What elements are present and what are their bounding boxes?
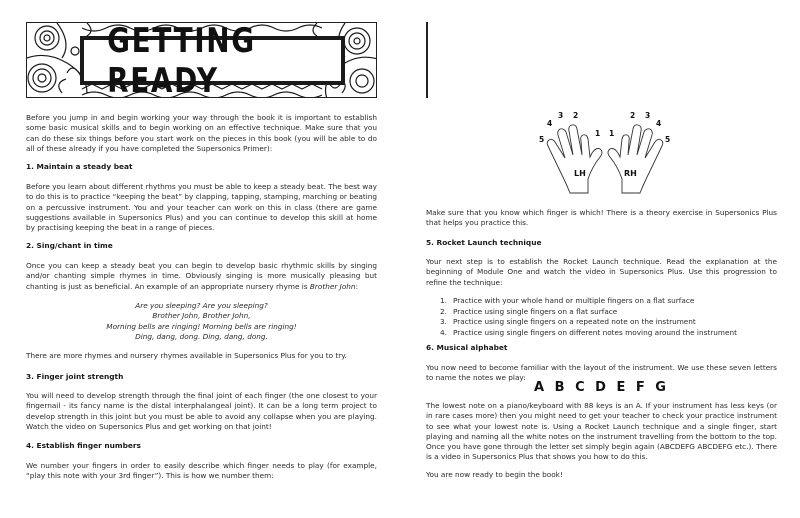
rh-finger-4: 4 — [656, 119, 662, 128]
section-3-heading: 3. Finger joint strength — [26, 372, 124, 381]
list-item — [440, 296, 777, 307]
section-2-paragraph — [26, 261, 377, 292]
section-6-text-2 — [426, 401, 777, 463]
rh-finger-2: 2 — [630, 111, 636, 120]
page-title: GETTING READY — [107, 22, 256, 98]
note-letters: A B C D E F G — [534, 380, 669, 395]
doodle-banner-left — [26, 22, 377, 98]
section-4-text — [26, 461, 377, 482]
poem — [26, 301, 377, 342]
section-5-text — [426, 257, 777, 288]
section-6-paragraph: You now need to become familiar with the layout of the instrument. We use these seven letters to name the notes we play: — [426, 363, 777, 383]
list-number: 1. — [440, 296, 447, 305]
section-6-heading: 6. Musical alphabet — [426, 343, 508, 352]
hands-illustration — [530, 105, 680, 205]
section-2-after — [26, 351, 377, 361]
section-1-text — [26, 182, 377, 233]
list-item — [440, 328, 777, 339]
list-number: 2. — [440, 306, 447, 316]
intro-text: Before you jump in and begin working your way through the book it is important to establish some basic musical skills and to begin working on an effective technique. Make sure that you can do these six things before you start work on the pieces in this book (you will be able to do all of these already if you have completed the Supersonics Primer): — [26, 113, 377, 153]
doodle-pattern-right — [427, 23, 428, 98]
list-text: Practice using single fingers on different notes moving around the instrument — [453, 327, 737, 337]
section-4-paragraph: We number your fingers in order to easily describe which finger needs to play (for example, “play this note with your 3rd finger”). This is how we number them: — [26, 461, 377, 481]
poem-line: Brother John, Brother John, — [152, 311, 251, 321]
section-2-heading: 2. Sing/chant in time — [26, 241, 113, 250]
closing-text — [426, 470, 777, 480]
poem-line: Ding, dang, dong. Ding, dang, dong. — [135, 331, 268, 341]
finger-paragraph: Make sure that you know which finger is which! There is a theory exercise in Supersonics Plus that helps you practice this. — [426, 208, 777, 228]
list-text: Practice with your whole hand or multiple fingers on a flat surface — [453, 296, 695, 305]
section-2-after-text: There are more rhymes and nursery rhymes available in Supersonics Plus for you to try. — [26, 351, 347, 360]
list-text: Practice using single fingers on a repeated note on the instrument — [453, 317, 696, 326]
intro-paragraph — [26, 113, 377, 154]
left-hand-outline — [547, 125, 602, 193]
finger-text — [426, 208, 777, 229]
list-number: 4. — [440, 327, 447, 337]
list-item — [440, 317, 777, 328]
section-3-text — [26, 391, 377, 432]
list-item — [440, 307, 777, 318]
finger-number-diagram — [530, 105, 680, 205]
section-1-heading: 1. Maintain a steady beat — [26, 162, 133, 171]
section-2-text — [26, 261, 377, 292]
section-2-text-a: Once you can keep a steady beat you can begin to develop basic rhythmic skills by singing and/or chanting simple rhymes in time. Obviously singing is more musically pleasing but chanting is just as beneficial. An example of an appropriate nursery rhyme is — [26, 261, 377, 291]
rh-finger-3: 3 — [645, 111, 651, 120]
rh-finger-5: 5 — [665, 135, 671, 144]
closing-paragraph: You are now ready to begin the book! — [426, 470, 563, 479]
lh-finger-5: 5 — [539, 135, 545, 144]
list-number: 3. — [440, 317, 447, 326]
lh-finger-1: 1 — [595, 129, 601, 138]
poem-line: Morning bells are ringing! Morning bells are ringing! — [106, 321, 297, 331]
rh-label: RH — [624, 169, 637, 178]
lh-finger-3: 3 — [558, 111, 564, 120]
list-text: Practice using single fingers on a flat surface — [453, 306, 618, 316]
technique-list — [440, 296, 777, 338]
section-5-paragraph: Your next step is to establish the Rocket Launch technique. Read the explanation at the beginning of Module One and watch the video in Supersonics Plus. Use this progression to refine the technique: — [426, 257, 777, 287]
section-1-paragraph: Before you learn about different rhythms you must be able to keep a steady beat. The best way to do this is to practice “keeping the beat” by clapping, tapping, stamping, marching or beating on a percussive instrument. You and your teacher can work on this in class (there are game suggestions available in Supersonics Plus) and you can continue to develop this skill at home by practising keeping the beat in a range of pieces. — [26, 182, 377, 233]
rhyme-name: Brother John — [309, 281, 356, 291]
section-4-heading: 4. Establish finger numbers — [26, 441, 141, 450]
lh-label: LH — [574, 169, 586, 178]
rh-finger-1: 1 — [609, 129, 615, 138]
page-title-box — [80, 22, 345, 98]
lh-finger-4: 4 — [547, 119, 553, 128]
poem-line: Are you sleeping? Are you sleeping? — [135, 301, 268, 310]
right-hand-outline — [608, 125, 663, 193]
section-6-paragraph-2: The lowest note on a piano/keyboard with 88 keys is an A. If your instrument has less keys (or in rare cases more) then you might need to get your teacher to check your practice instrument to see what your lowest note is. Using a Rocket Launch technique and a single finger, start playing and naming all the white notes on the instrument travelling from the bottom to the top. Once you have gone through the letter set simply begin again (ABCDEFG ABCDEFG etc.). There is a video in Supersonics Plus that shows you how to do this. — [426, 401, 777, 462]
section-5-heading: 5. Rocket Launch technique — [426, 238, 542, 247]
section-3-paragraph: You will need to develop strength through the final joint of each finger (the one closest to your fingernail - its fancy name is the distal interphalangeal joint). It can be a long term project to develop strength in this joint but you must be able to avoid any collapse when you are playing. Watch the video on Supersonics Plus and get working on that joint! — [26, 391, 377, 431]
section-2-text-b: : — [355, 281, 359, 291]
lh-finger-2: 2 — [573, 111, 579, 120]
doodle-banner-right — [426, 22, 428, 98]
